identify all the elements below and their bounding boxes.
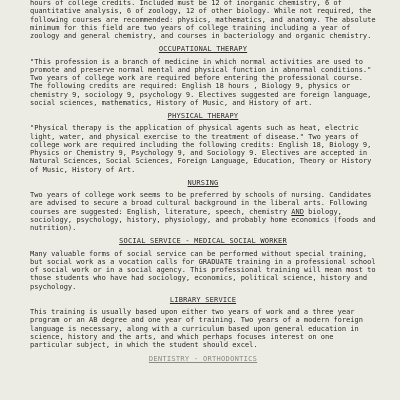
heading-nursing: NURSING (187, 178, 219, 187)
heading-physical-therapy: PHYSICAL THERAPY (167, 112, 239, 120)
intro-paragraph: hours of college credits. Included must be 12 of inorganic chemistry, 6 of quantitative analysis, 6 of zoology, 12 of other biology. While not required, the following courses are recommended: physics, mathematics, and anatomy. The absolute minimum for this field are two years of college training including a year of zoology and general chemistry, and courses in bacteriology and organic chemistry. (30, 0, 376, 40)
document-content (30, 0, 376, 368)
nursing-text-underlined: AND (291, 207, 304, 216)
nursing-text-post: biology, sociology, psychology, history, physiology, and probably home economics (foods and nutrition). (30, 207, 376, 232)
heading-next-section-partial: DENTISTRY - ORTHODONTICS (148, 355, 258, 364)
library-service-paragraph: This training is usually based upon either two years of work and a three year program or an AB degree and one year of training. Two years of a modern foreign language is necessary, along with a curriculum based upon general education in science, history and the arts, and which perhaps focuses interest on one particular subject, in which the student should excel. (30, 308, 363, 349)
physical-therapy-paragraph: "Physical therapy is the application of physical agents such as heat, electric light, water, and physical exercise to the treatment of disease." Two years of college work are required including the following credits: English 18, Biology 9, Physics or Chemistry 9, Psychology 9, and Sociology 9. Electives are accepted in Natural Sciences, Social Sciences, Foreign Language, Education, Theory or History of Music, History of Art. (30, 124, 372, 174)
heading-occupational-therapy: OCCUPATIONAL THERAPY (158, 45, 248, 54)
heading-social-service: SOCIAL SERVICE - MEDICAL SOCIAL WORKER (119, 237, 287, 246)
occupational-therapy-paragraph: "This profession is a branch of medicine in which normal activities are used to promote and preserve normal mental and physical function in abnormal conditions." Two years of college work are required before entering the professional course. The following credits are required: English 18 hours , Biology 9, physics or chemistry 9, sociology 9, psychology 9. Electives suggested are foreign language, social sciences, mathematics, History of Music, and History of art. (30, 57, 372, 107)
heading-library-service: LIBRARY SERVICE (169, 295, 237, 304)
nursing-paragraph (30, 191, 376, 232)
social-service-paragraph: Many valuable forms of social service can be performed without special training, but social work as a vocation calls for GRADUATE training in a professional school of social work or in a social agency. This professional training will mean most to those students who have had sociology, economics, political science, history and psychology. (30, 249, 376, 291)
nursing-text-pre: Two years of college work seems to be preferred by schools of nursing. Candidates are advised to secure a broad cultural background in the liberal arts. Following courses are suggested: English, literature, speech, chemistry (30, 191, 372, 216)
